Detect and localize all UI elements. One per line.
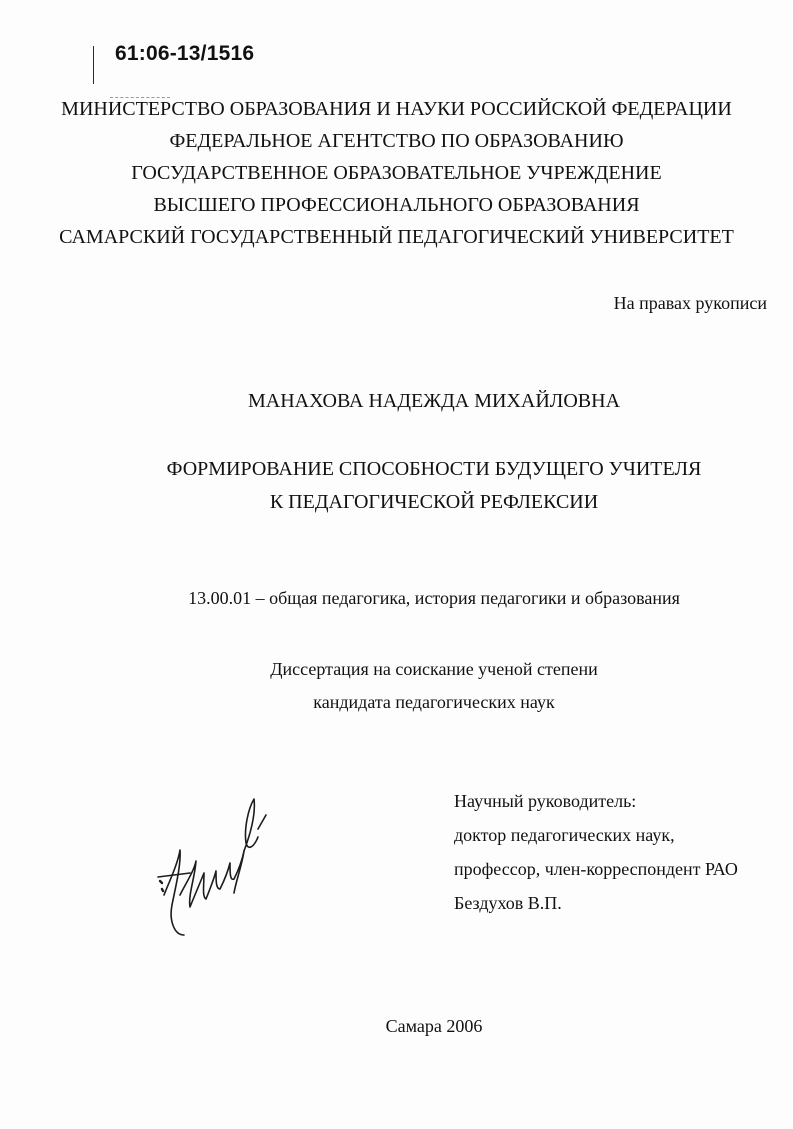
- degree-line-2: кандидата педагогических наук: [313, 692, 555, 712]
- supervisor-degree: доктор педагогических наук,: [454, 825, 675, 845]
- handwritten-signature: [150, 785, 275, 945]
- header-line-education-level: ВЫСШЕГО ПРОФЕССИОНАЛЬНОГО ОБРАЗОВАНИЯ: [153, 194, 640, 216]
- header-line-agency: ФЕДЕРАЛЬНОЕ АГЕНТСТВО ПО ОБРАЗОВАНИЮ: [169, 130, 624, 152]
- institution-header: [0, 93, 793, 253]
- title-line-2: К ПЕДАГОГИЧЕСКОЙ РЕФЛЕКСИИ: [269, 491, 599, 513]
- manuscript-note: На правах рукописи: [613, 293, 767, 313]
- header-line-ministry: МИНИСТЕРСТВО ОБРАЗОВАНИЯ И НАУКИ РОССИЙСКОЙ ФЕДЕРАЦИИ: [61, 98, 732, 120]
- specialty-code: 13.00.01 – общая педагогика, история педагогики и образования: [188, 588, 680, 608]
- supervisor-rank: профессор, член-корреспондент РАО: [454, 859, 738, 879]
- supervisor-name: Бездухов В.П.: [454, 893, 562, 913]
- supervisor-heading: Научный руководитель:: [454, 791, 637, 811]
- degree-line-1: Диссертация на соискание ученой степени: [270, 659, 598, 679]
- dissertation-title: [0, 453, 793, 519]
- title-line-1: ФОРМИРОВАНИЕ СПОСОБНОСТИ БУДУЩЕГО УЧИТЕЛЯ: [166, 458, 702, 480]
- header-line-institution-type: ГОСУДАРСТВЕННОЕ ОБРАЗОВАТЕЛЬНОЕ УЧРЕЖДЕНИЕ: [131, 162, 662, 184]
- author-name: МАНАХОВА НАДЕЖДА МИХАЙЛОВНА: [247, 390, 621, 412]
- scan-margin-mark: [93, 46, 94, 84]
- supervisor-info: [454, 784, 738, 920]
- city-year: Самара 2006: [385, 1016, 483, 1036]
- header-line-university: САМАРСКИЙ ГОСУДАРСТВЕННЫЙ ПЕДАГОГИЧЕСКИЙ УНИВЕРСИТЕТ: [59, 226, 734, 248]
- degree-statement: [0, 653, 793, 719]
- archive-code: 61:06-13/1516: [115, 42, 255, 65]
